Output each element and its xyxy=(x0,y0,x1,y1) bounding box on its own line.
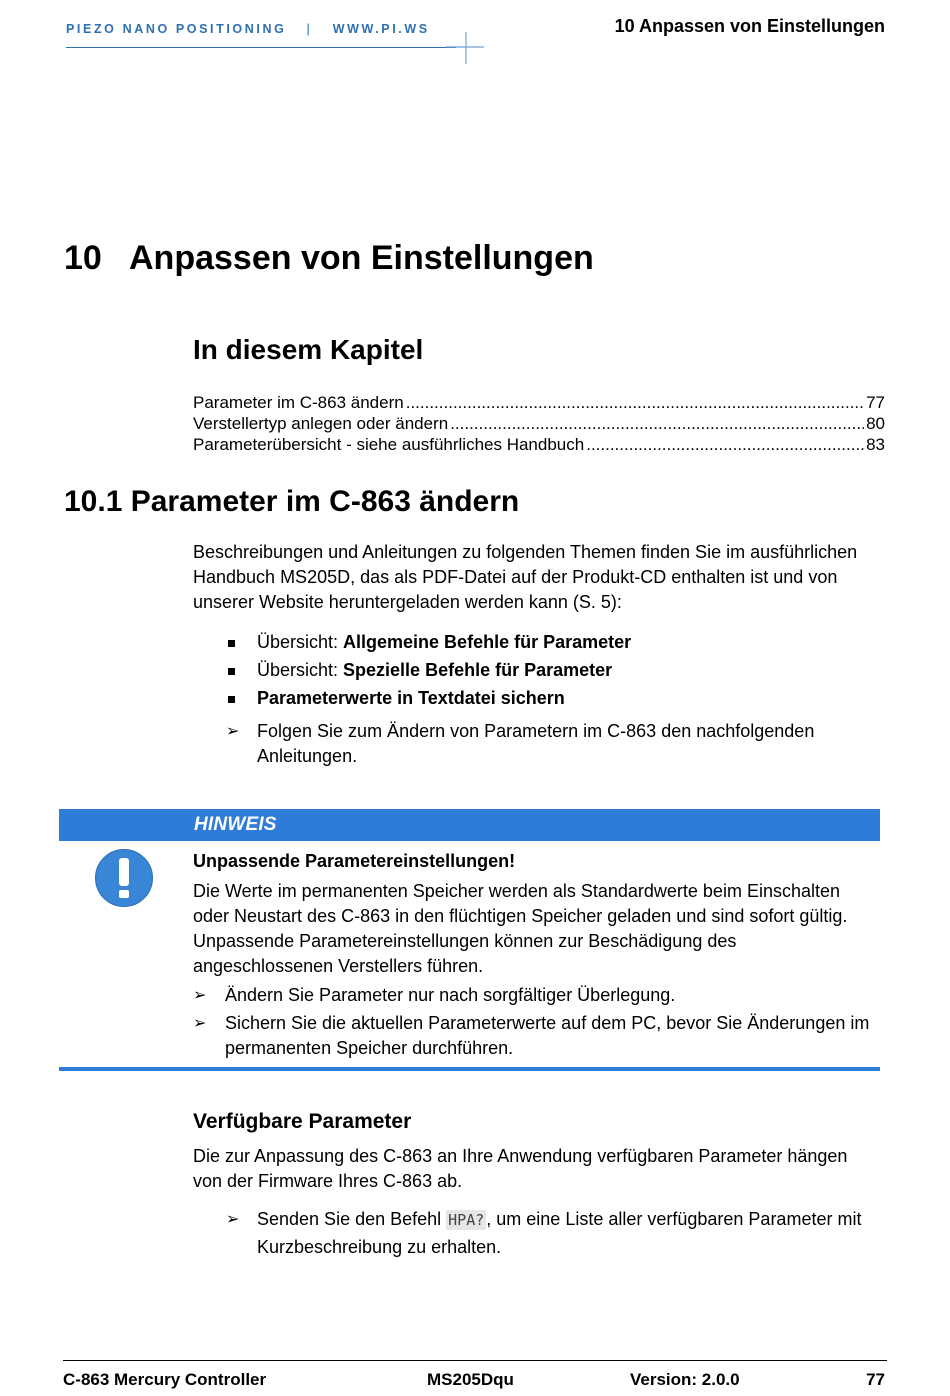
page-number: 77 xyxy=(866,1370,885,1389)
toc-heading: In diesem Kapitel xyxy=(193,334,424,365)
instruction-step xyxy=(226,719,886,769)
notice-title: Unpassende Parametereinstellungen! xyxy=(193,851,516,871)
instruction-text-before: Senden Sie den Befehl xyxy=(257,1209,447,1229)
toc-entry[interactable] xyxy=(193,392,885,413)
toc-entry-page: 83 xyxy=(866,435,885,454)
notice-step xyxy=(193,983,883,1008)
bullet-square-icon xyxy=(228,668,235,675)
instruction-step xyxy=(226,1206,886,1261)
toc-entry[interactable] xyxy=(193,413,885,434)
arrow-bullet-icon: ➢ xyxy=(226,723,240,740)
list-item xyxy=(226,684,886,712)
brand-separator: | xyxy=(306,22,313,36)
notice-bottom-rule xyxy=(59,1067,880,1071)
toc-entry-page: 77 xyxy=(866,393,885,412)
list-item-link[interactable]: Allgemeine Befehle für Parameter xyxy=(343,632,632,652)
chapter-title-text: Anpassen von Einstellungen xyxy=(129,239,594,277)
notice-body: Die Werte im permanenten Speicher werden als Standardwerte beim Einschalten oder Neustart des C-863 in den flüchtigen Speicher geladen und sind sofort gültig. Unpassende Parametereinstellungen können zur Beschädigung des angeschlossenen Verstellers führen. xyxy=(193,881,848,976)
list-item-prefix: Übersicht: xyxy=(257,632,344,652)
arrow-bullet-icon: ➢ xyxy=(193,1015,207,1032)
chapter-title xyxy=(64,239,594,278)
crosshair-icon xyxy=(444,30,486,66)
toc-leader xyxy=(450,413,864,434)
list-item-link[interactable]: Parameterwerte in Textdatei sichern xyxy=(257,688,565,708)
toc-entry-page: 80 xyxy=(866,414,885,433)
toc-leader xyxy=(586,434,864,455)
notice-label: HINWEIS xyxy=(194,814,277,835)
exclamation-icon xyxy=(93,847,155,909)
topic-list xyxy=(226,628,886,712)
arrow-bullet-icon: ➢ xyxy=(193,987,207,1004)
brand-underline xyxy=(66,47,456,48)
list-item xyxy=(226,628,886,656)
bullet-square-icon xyxy=(228,640,235,647)
toc-entry-title: Verstellertyp anlegen oder ändern xyxy=(193,414,449,433)
notice-banner xyxy=(59,809,880,841)
bullet-square-icon xyxy=(228,696,235,703)
brand-name: PIEZO NANO POSITIONING xyxy=(66,22,287,36)
instruction-text-after: , um eine Liste aller verfügbaren Parameter mit Kurzbeschreibung zu erhalten. xyxy=(257,1209,862,1257)
list-item-prefix: Übersicht: xyxy=(257,660,344,680)
notice-step-text: Ändern Sie Parameter nur nach sorgfältiger Überlegung. xyxy=(225,985,676,1005)
list-item-link[interactable]: Spezielle Befehle für Parameter xyxy=(343,660,613,680)
subsection-title: Verfügbare Parameter xyxy=(193,1110,412,1133)
brand-logo xyxy=(66,22,430,36)
notice-step-text: Sichern Sie die aktuellen Parameterwerte auf dem PC, bevor Sie Änderungen im permanenten Speicher durchführen. xyxy=(225,1013,870,1058)
chapter-number: 10 xyxy=(64,239,102,277)
footer-product: C-863 Mercury Controller xyxy=(63,1370,267,1389)
subsection-text: Die zur Anpassung des C-863 an Ihre Anwendung verfügbaren Parameter hängen von der Firmware Ihres C-863 ab. xyxy=(193,1146,848,1191)
brand-url: WWW.PI.WS xyxy=(332,22,430,36)
list-item xyxy=(226,656,886,684)
footer-version: Version: 2.0.0 xyxy=(630,1370,740,1389)
command-code: HPA? xyxy=(448,1211,485,1229)
section-title: 10.1 Parameter im C-863 ändern xyxy=(64,485,520,518)
toc xyxy=(193,392,885,455)
arrow-bullet-icon: ➢ xyxy=(226,1211,240,1228)
toc-entry-title: Parameterübersicht - siehe ausführliches Handbuch xyxy=(193,435,585,454)
notice-step xyxy=(193,1011,883,1061)
running-header: 10 Anpassen von Einstellungen xyxy=(614,16,885,36)
section-intro: Beschreibungen und Anleitungen zu folgenden Themen finden Sie im ausführlichen Handbuch MS205D, das als PDF-Datei auf der Produkt-CD enthalten ist und von unserer Website heruntergeladen werden kann (S. 5): xyxy=(193,542,858,612)
toc-entry-title: Parameter im C-863 ändern xyxy=(193,393,404,412)
toc-leader xyxy=(406,392,864,413)
instruction-text: Folgen Sie zum Ändern von Parametern im C-863 den nachfolgenden Anleitungen. xyxy=(257,721,815,766)
footer-document: MS205Dqu xyxy=(427,1370,514,1389)
footer-rule xyxy=(63,1360,887,1361)
toc-entry[interactable] xyxy=(193,434,885,455)
